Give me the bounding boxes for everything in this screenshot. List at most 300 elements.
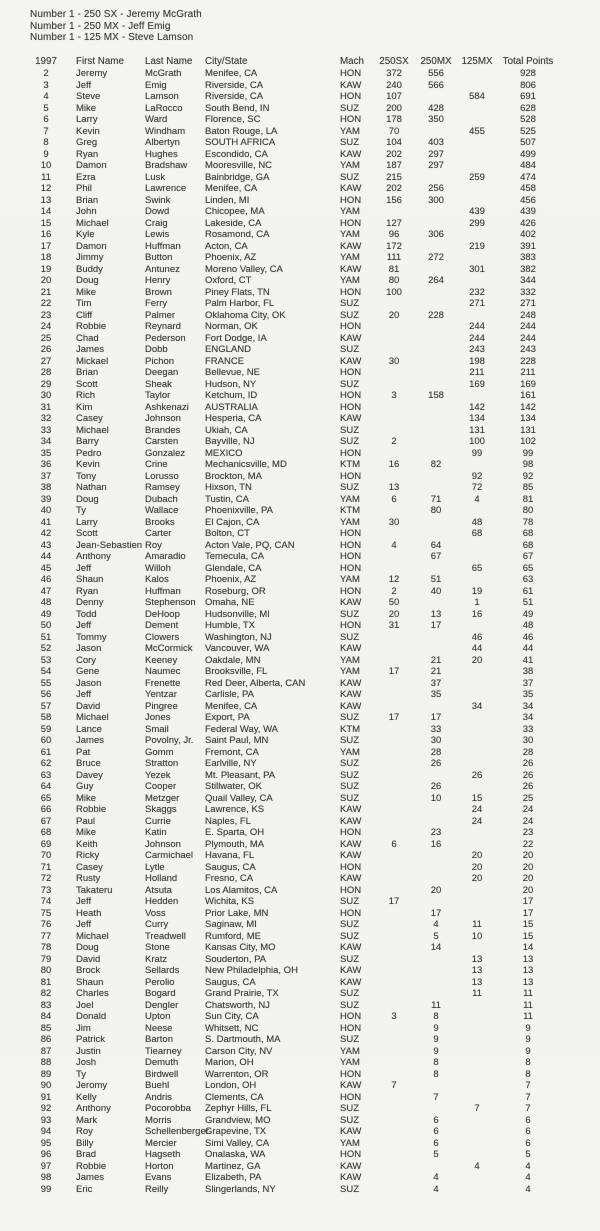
cell-mach: HON xyxy=(340,528,362,539)
cell-last: Pingree xyxy=(145,700,178,712)
cell-mx125: 134 xyxy=(469,413,485,424)
cell-first: Jeromy xyxy=(76,1080,108,1091)
cell-first: James xyxy=(76,1172,104,1183)
cell-city: AUSTRALIA xyxy=(205,401,258,413)
cell-pos: 50 xyxy=(40,620,52,631)
cell-mx125: 26 xyxy=(471,769,483,781)
table-row xyxy=(28,1184,600,1196)
cell-total: 525 xyxy=(520,125,536,137)
cell-sx250: 127 xyxy=(386,217,402,229)
cell-mx250: 256 xyxy=(428,183,444,194)
cell-pos: 94 xyxy=(40,1126,52,1137)
cell-mach: HON xyxy=(340,827,362,838)
cell-mx250 xyxy=(414,563,458,575)
table-row xyxy=(28,1103,600,1115)
cell-total: 474 xyxy=(520,171,536,183)
cell-pos: 26 xyxy=(40,344,52,355)
cell-last: Lamson xyxy=(145,91,179,102)
cell-first: Damon xyxy=(76,240,107,252)
cell-mx250: 8 xyxy=(433,1068,439,1080)
cell-mx125: 7 xyxy=(474,1103,480,1114)
table-row xyxy=(28,241,600,253)
cell-sx250: 4 xyxy=(391,539,397,551)
table-row xyxy=(28,931,600,943)
cell-last: Ward xyxy=(145,114,168,125)
cell-total: 102 xyxy=(520,436,536,447)
cell-city: Clements, CA xyxy=(205,1091,264,1103)
cell-mach: SUZ xyxy=(340,1103,359,1114)
cell-total: 15 xyxy=(522,919,534,930)
cell-total: 9 xyxy=(525,1034,531,1045)
cell-first: Brian xyxy=(76,194,99,206)
cell-last: Clowers xyxy=(145,631,180,643)
cell-first: Tommy xyxy=(76,631,107,643)
cell-first: Cliff xyxy=(76,309,93,321)
cell-last: Dengler xyxy=(145,999,179,1011)
cell-mach: YAM xyxy=(340,746,360,758)
cell-first: Kevin xyxy=(76,459,100,470)
cell-last: Morris xyxy=(145,1114,172,1126)
cell-mx125: 15 xyxy=(471,792,483,804)
cell-mach: HON xyxy=(340,551,362,562)
cell-total: 228 xyxy=(520,355,536,367)
cell-sx250: 81 xyxy=(388,263,400,275)
cell-mach: SUZ xyxy=(340,436,359,447)
cell-city: Vancouver, WA xyxy=(205,643,270,654)
cell-mx125: 20 xyxy=(471,861,483,873)
cell-city: Bolton, CT xyxy=(205,528,250,539)
cell-last: Jones xyxy=(145,712,171,723)
cell-last: Antunez xyxy=(145,263,180,275)
cell-sx250 xyxy=(374,862,414,874)
cell-city: Fremont, CA xyxy=(205,746,259,758)
cell-last: Wallace xyxy=(145,505,179,516)
cell-mx125 xyxy=(458,574,496,586)
cell-city: Rosamond, CA xyxy=(205,229,270,240)
cell-city: Federal Way, WA xyxy=(205,723,279,735)
cell-mx250: 6 xyxy=(433,1126,439,1137)
table-row xyxy=(28,620,600,632)
cell-mx125 xyxy=(458,551,496,563)
cell-pos: 10 xyxy=(40,160,52,171)
cell-mx125: 48 xyxy=(471,516,483,528)
cell-total: 7 xyxy=(525,1091,531,1103)
cell-mach: KAW xyxy=(340,976,362,988)
table-row xyxy=(28,540,600,552)
cell-mach: KAW xyxy=(340,183,362,194)
cell-city: Glendale, CA xyxy=(205,562,262,574)
table-header-row xyxy=(28,56,600,68)
cell-total: 8 xyxy=(525,1057,531,1068)
cell-city: Export, PA xyxy=(205,712,250,723)
cell-last: Atsuta xyxy=(145,884,172,896)
cell-mx250 xyxy=(414,241,458,253)
cell-sx250: 17 xyxy=(388,666,400,677)
cell-mx250 xyxy=(414,988,458,1000)
cell-city: Hudson, NY xyxy=(205,378,257,390)
table-row xyxy=(28,1069,600,1081)
cell-mx125: 44 xyxy=(471,643,483,654)
cell-mach: HON xyxy=(340,114,362,125)
cell-mach: SUZ xyxy=(340,758,359,769)
cell-city: Linden, MI xyxy=(205,194,250,206)
cell-pos: 71 xyxy=(40,861,52,873)
cell-sx250 xyxy=(374,988,414,1000)
cell-city: Los Alamitos, CA xyxy=(205,884,278,896)
cell-pos: 42 xyxy=(40,528,52,539)
cell-city: Bellevue, NE xyxy=(205,367,260,378)
cell-last: Sellards xyxy=(145,965,180,976)
cell-mx250: 306 xyxy=(428,229,444,240)
cell-sx250 xyxy=(374,758,414,770)
cell-sx250: 202 xyxy=(386,148,402,160)
cell-city: MEXICO xyxy=(205,447,243,459)
cell-last: Pederson xyxy=(145,332,186,344)
cell-city: Martinez, GA xyxy=(205,1160,261,1172)
cell-mx250 xyxy=(414,597,458,609)
cell-pos: 90 xyxy=(40,1080,52,1091)
cell-pos: 98 xyxy=(40,1172,52,1183)
cell-first: Doug xyxy=(76,942,99,953)
cell-pos: 39 xyxy=(40,493,52,505)
cell-total: 63 xyxy=(522,574,534,585)
cell-pos: 13 xyxy=(40,194,52,206)
cell-first: Phil xyxy=(76,183,92,194)
table-row xyxy=(28,252,600,264)
cell-pos: 75 xyxy=(40,907,52,919)
cell-last: Stephenson xyxy=(145,597,196,608)
cell-total: 507 xyxy=(520,137,536,148)
cell-first: Michael xyxy=(76,217,109,229)
cell-first: Ryan xyxy=(76,148,99,160)
cell-total: 34 xyxy=(522,712,534,723)
cell-last: Hedden xyxy=(145,896,179,907)
cell-last: Dobb xyxy=(145,344,168,355)
cell-mx125: 24 xyxy=(471,815,483,827)
cell-mach: HON xyxy=(340,1011,362,1022)
cell-total: 161 xyxy=(520,390,536,401)
table-row xyxy=(28,91,600,103)
cell-first: Casey xyxy=(76,413,103,424)
cell-city: Oxford, CT xyxy=(205,275,252,286)
cell-mx250: 403 xyxy=(428,137,444,148)
cell-last: Lewis xyxy=(145,229,170,240)
cell-mx125: 99 xyxy=(471,447,483,459)
cell-city: Naples, FL xyxy=(205,815,251,827)
cell-pos: 18 xyxy=(40,252,52,263)
cell-mx250 xyxy=(414,356,458,368)
cell-pos: 56 xyxy=(40,689,52,700)
cell-mx125: 20 xyxy=(471,873,483,884)
table-row xyxy=(28,333,600,345)
table-row xyxy=(28,160,600,172)
cell-pos: 74 xyxy=(40,896,52,907)
champion-line-125mx: Number 1 - 125 MX - Steve Lamson xyxy=(30,32,194,43)
cell-mx250: 6 xyxy=(433,1114,439,1126)
cell-total: 11 xyxy=(523,988,533,999)
cell-mx250: 9 xyxy=(433,1034,439,1045)
cell-pos: 40 xyxy=(40,505,52,516)
cell-first: Steve xyxy=(76,91,101,102)
cell-mach: HON xyxy=(340,585,362,597)
cell-mx125 xyxy=(458,459,496,471)
cell-first: Jeff xyxy=(76,919,92,930)
cell-last: Brooks xyxy=(145,516,175,528)
table-row xyxy=(28,379,600,391)
cell-city: FRANCE xyxy=(205,355,245,367)
cell-total: 11 xyxy=(523,999,533,1011)
header-first-name: First Name xyxy=(76,56,124,67)
cell-first: Jimmy xyxy=(76,252,104,263)
cell-total: 928 xyxy=(520,68,536,79)
cell-last: Dubach xyxy=(145,493,178,505)
cell-mx250 xyxy=(414,402,458,414)
cell-mach: HON xyxy=(340,620,362,631)
cell-pos: 16 xyxy=(40,229,52,240)
cell-last: Hagseth xyxy=(145,1149,181,1160)
cell-sx250: 7 xyxy=(391,1080,397,1091)
cell-sx250 xyxy=(374,505,414,517)
cell-mx250: 6 xyxy=(433,1137,439,1149)
cell-last: Curry xyxy=(145,919,169,930)
cell-mx125 xyxy=(458,1000,496,1012)
cell-city: Piney Flats, TN xyxy=(205,286,270,298)
cell-city: Mooresville, NC xyxy=(205,160,273,171)
cell-sx250 xyxy=(374,931,414,943)
table-row xyxy=(28,229,600,241)
cell-pos: 29 xyxy=(40,378,52,390)
cell-first: Greg xyxy=(76,137,98,148)
cell-first: Shaun xyxy=(76,976,104,988)
cell-mach: SUZ xyxy=(340,999,359,1011)
cell-city: Hudsonville, MI xyxy=(205,608,270,620)
cell-mx125: 301 xyxy=(469,263,485,275)
cell-total: 81 xyxy=(522,493,534,505)
table-row xyxy=(28,666,600,678)
table-row xyxy=(28,103,600,115)
cell-mx125 xyxy=(458,689,496,701)
cell-city: Fresno, CA xyxy=(205,873,254,884)
cell-sx250 xyxy=(374,1161,414,1173)
cell-city: Grapevine, TX xyxy=(205,1126,267,1137)
cell-total: 28 xyxy=(522,746,534,758)
cell-mach: KAW xyxy=(340,1160,362,1172)
cell-pos: 57 xyxy=(40,700,52,712)
cell-city: Acton Vale, PQ, CAN xyxy=(205,539,295,551)
cell-mach: KAW xyxy=(340,850,362,861)
cell-mx250 xyxy=(414,528,458,540)
table-row xyxy=(28,1080,600,1092)
cell-mach: KAW xyxy=(340,942,362,953)
cell-mach: KAW xyxy=(340,700,362,712)
cell-first: Jason xyxy=(76,643,102,654)
cell-sx250: 17 xyxy=(388,712,400,723)
cell-city: Phoenixville, PA xyxy=(205,505,273,516)
header-125mx: 125MX xyxy=(461,56,493,67)
cell-last: Voss xyxy=(145,907,166,919)
cell-mx125: 24 xyxy=(471,804,483,815)
table-row xyxy=(28,827,600,839)
cell-last: Smail xyxy=(145,723,169,735)
cell-mx125: 100 xyxy=(469,436,485,447)
cell-mach: KAW xyxy=(340,804,362,815)
cell-total: 33 xyxy=(522,723,534,735)
cell-pos: 25 xyxy=(40,332,52,344)
cell-city: Havana, FL xyxy=(205,850,255,861)
cell-total: 26 xyxy=(522,758,534,769)
cell-first: Jim xyxy=(76,1022,91,1034)
cell-mx125 xyxy=(458,1149,496,1161)
table-row xyxy=(28,1023,600,1035)
cell-mach: HON xyxy=(340,447,362,459)
cell-last: McGrath xyxy=(145,68,182,79)
cell-pos: 7 xyxy=(43,125,49,137)
cell-city: Phoenix, AZ xyxy=(205,574,257,585)
cell-sx250 xyxy=(374,206,414,218)
cell-sx250: 100 xyxy=(386,286,402,298)
cell-mx125 xyxy=(458,310,496,322)
cell-sx250 xyxy=(374,632,414,644)
cell-pos: 46 xyxy=(40,574,52,585)
cell-mach: YAM xyxy=(340,229,360,240)
cell-sx250 xyxy=(374,655,414,667)
cell-city: Saint Paul, MN xyxy=(205,735,269,746)
cell-mx250 xyxy=(414,632,458,644)
cell-pos: 76 xyxy=(40,919,52,930)
cell-mx250 xyxy=(414,643,458,655)
cell-mach: SUZ xyxy=(340,781,359,792)
cell-first: Doug xyxy=(76,275,99,286)
cell-city: Omaha, NE xyxy=(205,597,255,608)
cell-city: Saginaw, MI xyxy=(205,919,257,930)
cell-pos: 88 xyxy=(40,1057,52,1068)
cell-total: 24 xyxy=(522,804,534,815)
cell-sx250: 3 xyxy=(391,390,397,401)
cell-mx250: 297 xyxy=(428,160,444,171)
cell-mach: SUZ xyxy=(340,930,359,942)
cell-last: Dement xyxy=(145,620,179,631)
cell-first: Paul xyxy=(76,815,96,827)
cell-mach: HON xyxy=(340,1068,362,1080)
cell-mach: YAM xyxy=(340,493,360,505)
cell-last: Lusk xyxy=(145,171,166,183)
cell-mx250 xyxy=(414,379,458,391)
table-row xyxy=(28,206,600,218)
cell-mx250: 8 xyxy=(433,1057,439,1068)
cell-pos: 14 xyxy=(40,206,52,217)
cell-first: Buddy xyxy=(76,263,103,275)
cell-mach: SUZ xyxy=(340,344,359,355)
cell-mx250 xyxy=(414,816,458,828)
cell-mx125 xyxy=(458,678,496,690)
cell-mach: SUZ xyxy=(340,792,359,804)
cell-pos: 3 xyxy=(43,79,49,91)
cell-pos: 87 xyxy=(40,1045,52,1057)
cell-total: 383 xyxy=(520,252,536,263)
cell-mx250 xyxy=(414,954,458,966)
cell-city: Prior Lake, MN xyxy=(205,907,269,919)
cell-pos: 27 xyxy=(40,355,52,367)
cell-total: 37 xyxy=(522,677,534,689)
cell-sx250 xyxy=(374,1069,414,1081)
cell-last: Johnson xyxy=(145,838,181,850)
cell-pos: 9 xyxy=(43,148,49,160)
cell-mx250: 8 xyxy=(433,1011,439,1022)
cell-city: Mechanicsville, MD xyxy=(205,459,287,470)
cell-mx250: 264 xyxy=(428,275,444,286)
table-row xyxy=(28,298,600,310)
cell-first: Eric xyxy=(76,1183,93,1195)
cell-first: Larry xyxy=(76,516,98,528)
cell-mx125: 455 xyxy=(469,125,485,137)
cell-mx250: 300 xyxy=(428,194,444,206)
cell-pos: 96 xyxy=(40,1149,52,1160)
cell-mx125 xyxy=(458,1011,496,1023)
cell-total: 80 xyxy=(522,505,534,516)
cell-city: Florence, SC xyxy=(205,114,261,125)
cell-sx250 xyxy=(374,689,414,701)
cell-mach: KAW xyxy=(340,689,362,700)
cell-total: 4 xyxy=(525,1160,531,1172)
cell-total: 20 xyxy=(522,861,534,873)
cell-mx250: 51 xyxy=(430,574,442,585)
cell-mach: KAW xyxy=(340,355,362,367)
cell-last: Birdwell xyxy=(145,1068,179,1080)
cell-mx125: 244 xyxy=(469,332,485,344)
cell-pos: 17 xyxy=(40,240,52,252)
cell-mach: HON xyxy=(340,390,362,401)
cell-last: Bradshaw xyxy=(145,160,188,171)
table-row xyxy=(28,310,600,322)
cell-sx250 xyxy=(374,942,414,954)
cell-mx125 xyxy=(458,1069,496,1081)
cell-sx250: 104 xyxy=(386,137,402,148)
cell-mx125 xyxy=(458,1184,496,1196)
cell-mx125 xyxy=(458,942,496,954)
cell-sx250 xyxy=(374,1184,414,1196)
table-row xyxy=(28,183,600,195)
table-row xyxy=(28,367,600,379)
cell-last: Cooper xyxy=(145,781,177,792)
cell-mach: SUZ xyxy=(340,712,359,723)
cell-pos: 44 xyxy=(40,551,52,562)
cell-mx125 xyxy=(458,839,496,851)
cell-total: 30 xyxy=(522,735,534,746)
cell-sx250: 372 xyxy=(386,68,402,79)
cell-mach: KAW xyxy=(340,263,362,275)
cell-city: Carson City, NV xyxy=(205,1045,273,1057)
cell-city: Norman, OK xyxy=(205,321,258,332)
cell-sx250 xyxy=(374,793,414,805)
cell-mx125 xyxy=(458,781,496,793)
cell-mx125 xyxy=(458,275,496,287)
cell-mx125: 10 xyxy=(471,930,483,942)
cell-last: Frenette xyxy=(145,677,181,689)
cell-mx250: 26 xyxy=(430,758,442,769)
cell-last: DeHoop xyxy=(145,608,180,620)
cell-mach: HON xyxy=(340,470,362,482)
table-row xyxy=(28,471,600,483)
cell-city: E. Sparta, OH xyxy=(205,827,265,838)
cell-mx125 xyxy=(458,666,496,678)
cell-sx250 xyxy=(374,367,414,379)
table-row xyxy=(28,574,600,586)
cell-sx250: 6 xyxy=(391,838,397,850)
cell-mach: HON xyxy=(340,68,362,79)
table-row xyxy=(28,80,600,92)
cell-last: Keeney xyxy=(145,654,178,666)
cell-pos: 92 xyxy=(40,1103,52,1114)
